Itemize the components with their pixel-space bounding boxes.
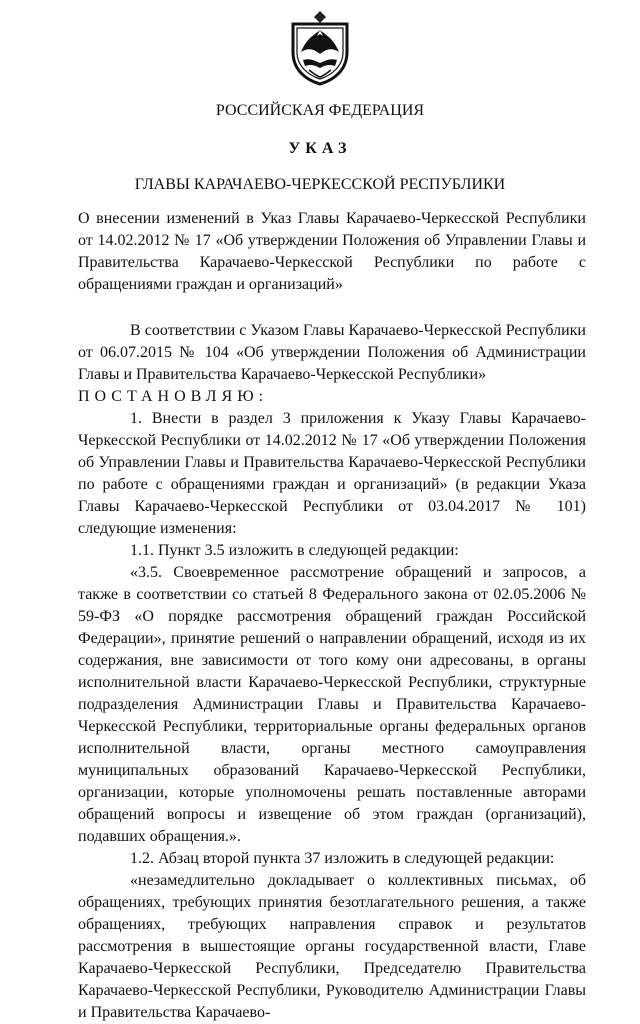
decree-word: ПОСТАНОВЛЯЮ: [78,388,269,405]
coat-of-arms-icon [287,8,353,86]
body-paragraph: 1.1. Пункт 3.5 изложить в следующей редакции: [130,542,459,559]
body-paragraph: «незамедлительно докладывает о коллективных письмах, об обращениях, требующих принятия безотлагательного решения, а также обращениях, требующих направления справок и результатов рассмотрения в вышестоящие органы государственной власти, Главе Карачаево-Черкесской Республики, Председателю Правительства Карачаево-Черкесской Республики, Руководителю Администрации Главы и Правительства Карачаево- [78,872,586,1021]
doc-type-heading: УКАЗ [288,140,352,157]
decree-subject: О внесении изменений в Указ Главы Карачаево-Черкесской Республики от 14.02.2012 № 17 «Об утверждении Положения об Управлении Главы и Правительства Карачаево-Черкесской Республики по работе с обращениями граждан и организаций» [78,210,586,293]
country-heading: РОССИЙСКАЯ ФЕДЕРАЦИЯ [215,102,425,119]
issuer-heading: ГЛАВЫ КАРАЧАЕВО-ЧЕРКЕССКОЙ РЕСПУБЛИКИ [134,176,506,193]
body-paragraph: «3.5. Своевременное рассмотрение обращений и запросов, а также в соответствии со статьей 8 Федерального закона от 02.05.2006 № 59-ФЗ «О порядке рассмотрения обращений граждан Российской Федерации», принятие решений о направлении обращений, исходя из их содержания, вне зависимости от того кому они адресованы, в органы исполнительной власти Карачаево-Черкесской Республики, структурные подразделения Администрации Главы и Правительства Карачаево-Черкесской Республики, территориальные органы федеральных органов исполнительной власти, органы местного самоуправления муниципальных образований Карачаево-Черкесской Республики, организации, которые уполномочены решать поставленные авторами обращений вопросы и извещение об этом граждан (организаций), подавших обращения.». [78,564,586,845]
body-paragraph: 1. Внести в раздел 3 приложения к Указу Главы Карачаево-Черкесской Республики от 14.02.2012 № 17 «Об утверждении Положения об Управлении Главы и Правительства Карачаево-Черкесской Республики по работе с обращениями граждан и организаций» (в редакции Указа Главы Карачаево-Черкесской Республики от 03.04.2017 № 101) следующие изменения: [78,410,586,537]
preamble-paragraph: В соответствии с Указом Главы Карачаево-Черкесской Республики от 06.07.2015 № 104 «Об утверждении Положения об Администрации Главы и Правительства Карачаево-Черкесской Республики» [78,322,586,383]
decree-body [78,320,586,1024]
body-paragraph: 1.2. Абзац второй пункта 37 изложить в следующей редакции: [130,850,555,867]
